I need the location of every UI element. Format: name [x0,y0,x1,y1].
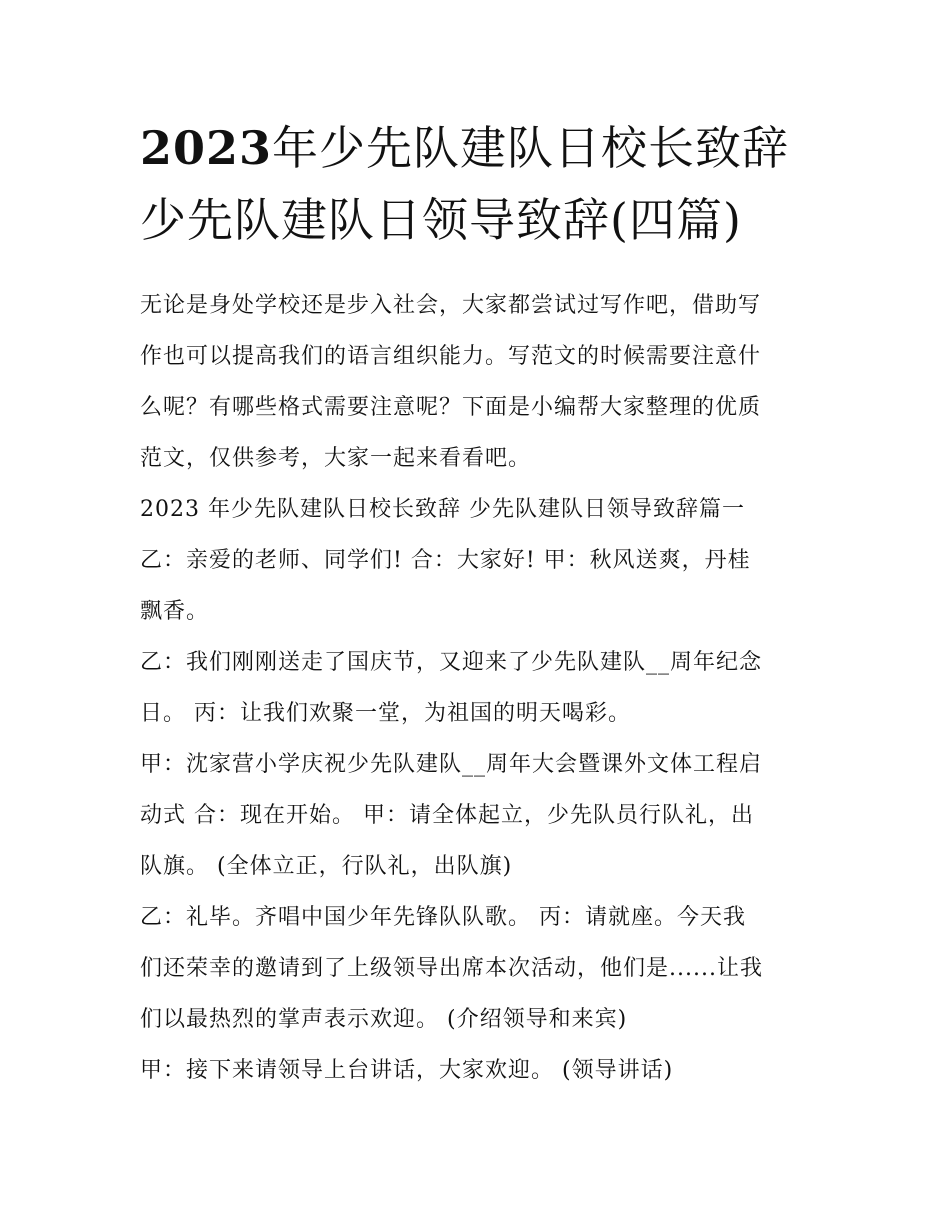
title-line-2 [140,184,820,256]
paragraph [140,739,820,892]
paragraph [140,1045,820,1096]
text-line: 乙：我们刚刚送走了国庆节，又迎来了少先队建队__周年纪念 [140,650,763,675]
text-line: 们还荣幸的邀请到了上级领导出席本次活动，他们是......让我 [140,956,763,981]
paragraph [140,637,820,739]
paragraph-intro [140,280,820,484]
text-line: 们以最热烈的掌声表示欢迎。 (介绍领导和来宾) [140,1007,628,1032]
text-line: 乙：礼毕。齐唱中国少年先锋队队歌。 丙：请就座。今天我 [140,905,746,930]
text-line: 2023 年少先队建队日校长致辞 少先队建队日领导致辞篇一 [140,497,745,522]
text-line: 动式 合：现在开始。 甲：请全体起立，少先队员行队礼，出 [140,803,754,828]
title-line-1 [140,112,820,184]
document-page [140,112,820,1096]
text-line: 日。 丙：让我们欢聚一堂，为祖国的明天喝彩。 [140,701,631,726]
text-line: 飘香。 [140,599,210,624]
text-line: 作也可以提高我们的语言组织能力。写范文的时候需要注意什 [140,344,762,369]
text-line: 甲：沈家营小学庆祝少先队建队__周年大会暨课外文体工程启 [140,752,763,777]
text-line: 么呢？有哪些格式需要注意呢？下面是小编帮大家整理的优质 [140,395,762,420]
text-line: 队旗。 (全体立正，行队礼，出队旗) [140,854,513,879]
text-line: 范文，仅供参考，大家一起来看看吧。 [140,446,532,471]
title-year: 2023 [140,121,273,175]
document-body [140,280,820,1096]
title-text: 少先队建队日领导致辞(四篇) [140,193,742,247]
text-line: 无论是身处学校还是步入社会，大家都尝试过写作吧，借助写 [140,293,762,318]
paragraph [140,892,820,1045]
text-line: 甲：接下来请领导上台讲话，大家欢迎。 (领导讲话) [140,1058,674,1083]
document-title [140,112,820,256]
text-line: 乙：亲爱的老师、同学们! 合：大家好! 甲：秋风送爽，丹桂 [140,548,751,573]
paragraph [140,535,820,637]
section-heading [140,484,820,535]
title-text: 年少先队建队日校长致辞 [272,121,790,175]
